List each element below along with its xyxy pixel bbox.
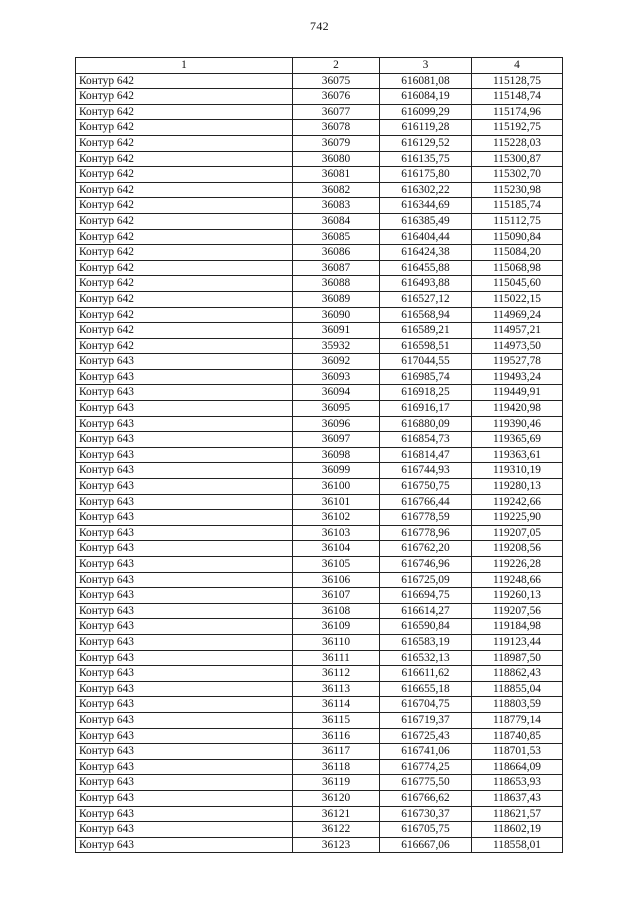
contour-name-cell: Контур 642	[76, 338, 293, 354]
contour-name-cell: Контур 642	[76, 323, 293, 339]
x-coordinate-cell: 616694,75	[380, 588, 472, 604]
contour-name-cell: Контур 642	[76, 260, 293, 276]
contour-name-cell: Контур 642	[76, 213, 293, 229]
x-coordinate-cell: 616880,09	[380, 416, 472, 432]
table-row	[76, 432, 563, 448]
contour-name-cell: Контур 643	[76, 759, 293, 775]
x-coordinate-cell: 616175,80	[380, 167, 472, 183]
point-number-cell: 36114	[293, 697, 380, 713]
x-coordinate-cell: 616119,28	[380, 120, 472, 136]
point-number-cell: 36096	[293, 416, 380, 432]
y-coordinate-cell: 115174,96	[472, 104, 563, 120]
y-coordinate-cell: 119390,46	[472, 416, 563, 432]
x-coordinate-cell: 616404,44	[380, 229, 472, 245]
x-coordinate-cell: 616774,25	[380, 759, 472, 775]
table-row	[76, 323, 563, 339]
table-row	[76, 276, 563, 292]
table-row	[76, 338, 563, 354]
x-coordinate-cell: 616719,37	[380, 712, 472, 728]
x-coordinate-cell: 616455,88	[380, 260, 472, 276]
x-coordinate-cell: 616730,37	[380, 806, 472, 822]
y-coordinate-cell: 118621,57	[472, 806, 563, 822]
y-coordinate-cell: 114973,50	[472, 338, 563, 354]
table-row	[76, 198, 563, 214]
table-row	[76, 728, 563, 744]
table-row	[76, 619, 563, 635]
contour-name-cell: Контур 643	[76, 494, 293, 510]
y-coordinate-cell: 115192,75	[472, 120, 563, 136]
x-coordinate-cell: 616750,75	[380, 479, 472, 495]
contour-name-cell: Контур 643	[76, 369, 293, 385]
y-coordinate-cell: 119420,98	[472, 401, 563, 417]
coordinates-table	[75, 57, 563, 853]
contour-name-cell: Контур 643	[76, 619, 293, 635]
x-coordinate-cell: 616099,29	[380, 104, 472, 120]
table-row	[76, 806, 563, 822]
point-number-cell: 36123	[293, 837, 380, 853]
y-coordinate-cell: 115148,74	[472, 89, 563, 105]
point-number-cell: 36100	[293, 479, 380, 495]
point-number-cell: 36112	[293, 666, 380, 682]
contour-name-cell: Контур 643	[76, 479, 293, 495]
table-row	[76, 697, 563, 713]
point-number-cell: 36117	[293, 744, 380, 760]
y-coordinate-cell: 115045,60	[472, 276, 563, 292]
y-coordinate-cell: 119225,90	[472, 510, 563, 526]
y-coordinate-cell: 115300,87	[472, 151, 563, 167]
point-number-cell: 36098	[293, 447, 380, 463]
contour-name-cell: Контур 643	[76, 790, 293, 806]
y-coordinate-cell: 115185,74	[472, 198, 563, 214]
contour-name-cell: Контур 643	[76, 650, 293, 666]
point-number-cell: 36082	[293, 182, 380, 198]
table-row	[76, 759, 563, 775]
x-coordinate-cell: 616918,25	[380, 385, 472, 401]
y-coordinate-cell: 118701,53	[472, 744, 563, 760]
y-coordinate-cell: 118855,04	[472, 681, 563, 697]
x-coordinate-cell: 616424,38	[380, 245, 472, 261]
contour-name-cell: Контур 643	[76, 463, 293, 479]
contour-name-cell: Контур 643	[76, 806, 293, 822]
x-coordinate-cell: 616655,18	[380, 681, 472, 697]
contour-name-cell: Контур 642	[76, 276, 293, 292]
x-coordinate-cell: 616583,19	[380, 634, 472, 650]
x-coordinate-cell: 616081,08	[380, 73, 472, 89]
point-number-cell: 36090	[293, 307, 380, 323]
contour-name-cell: Контур 643	[76, 354, 293, 370]
x-coordinate-cell: 616614,27	[380, 603, 472, 619]
y-coordinate-cell: 119226,28	[472, 557, 563, 573]
y-coordinate-cell: 119280,13	[472, 479, 563, 495]
y-coordinate-cell: 119310,19	[472, 463, 563, 479]
table-row	[76, 135, 563, 151]
point-number-cell: 36095	[293, 401, 380, 417]
contour-name-cell: Контур 642	[76, 104, 293, 120]
table-row	[76, 510, 563, 526]
point-number-cell: 36079	[293, 135, 380, 151]
x-coordinate-cell: 616385,49	[380, 213, 472, 229]
y-coordinate-cell: 119365,69	[472, 432, 563, 448]
table-row	[76, 151, 563, 167]
table-row	[76, 603, 563, 619]
x-coordinate-cell: 616129,52	[380, 135, 472, 151]
table-row	[76, 354, 563, 370]
x-coordinate-cell: 616741,06	[380, 744, 472, 760]
x-coordinate-cell: 616344,69	[380, 198, 472, 214]
point-number-cell: 36101	[293, 494, 380, 510]
contour-name-cell: Контур 642	[76, 73, 293, 89]
contour-name-cell: Контур 643	[76, 447, 293, 463]
table-row	[76, 307, 563, 323]
table-row	[76, 494, 563, 510]
contour-name-cell: Контур 642	[76, 229, 293, 245]
contour-name-cell: Контур 643	[76, 728, 293, 744]
contour-name-cell: Контур 642	[76, 135, 293, 151]
table-row	[76, 89, 563, 105]
point-number-cell: 36091	[293, 323, 380, 339]
point-number-cell: 36078	[293, 120, 380, 136]
y-coordinate-cell: 119248,66	[472, 572, 563, 588]
contour-name-cell: Контур 643	[76, 666, 293, 682]
y-coordinate-cell: 115112,75	[472, 213, 563, 229]
x-coordinate-cell: 616135,75	[380, 151, 472, 167]
contour-name-cell: Контур 643	[76, 603, 293, 619]
y-coordinate-cell: 119363,61	[472, 447, 563, 463]
table-row	[76, 837, 563, 853]
contour-name-cell: Контур 643	[76, 525, 293, 541]
point-number-cell: 36084	[293, 213, 380, 229]
contour-name-cell: Контур 642	[76, 198, 293, 214]
x-coordinate-cell: 616725,09	[380, 572, 472, 588]
contour-name-cell: Контур 643	[76, 385, 293, 401]
contour-name-cell: Контур 643	[76, 541, 293, 557]
table-row	[76, 447, 563, 463]
x-coordinate-cell: 616590,84	[380, 619, 472, 635]
point-number-cell: 36076	[293, 89, 380, 105]
table-row	[76, 385, 563, 401]
y-coordinate-cell: 118637,43	[472, 790, 563, 806]
y-coordinate-cell: 119184,98	[472, 619, 563, 635]
y-coordinate-cell: 115228,03	[472, 135, 563, 151]
y-coordinate-cell: 119207,05	[472, 525, 563, 541]
x-coordinate-cell: 616493,88	[380, 276, 472, 292]
point-number-cell: 36111	[293, 650, 380, 666]
point-number-cell: 36086	[293, 245, 380, 261]
y-coordinate-cell: 119260,13	[472, 588, 563, 604]
y-coordinate-cell: 118740,85	[472, 728, 563, 744]
x-coordinate-cell: 616084,19	[380, 89, 472, 105]
point-number-cell: 36118	[293, 759, 380, 775]
table-row	[76, 712, 563, 728]
table-row	[76, 525, 563, 541]
table-row	[76, 650, 563, 666]
contour-name-cell: Контур 643	[76, 744, 293, 760]
x-coordinate-cell: 616766,44	[380, 494, 472, 510]
y-coordinate-cell: 118664,09	[472, 759, 563, 775]
point-number-cell: 36087	[293, 260, 380, 276]
point-number-cell: 36085	[293, 229, 380, 245]
y-coordinate-cell: 118987,50	[472, 650, 563, 666]
x-coordinate-cell: 616598,51	[380, 338, 472, 354]
contour-name-cell: Контур 643	[76, 775, 293, 791]
point-number-cell: 36115	[293, 712, 380, 728]
point-number-cell: 36105	[293, 557, 380, 573]
table-row	[76, 120, 563, 136]
y-coordinate-cell: 115230,98	[472, 182, 563, 198]
table-row	[76, 291, 563, 307]
x-coordinate-cell: 616744,93	[380, 463, 472, 479]
column-header-4: 4	[472, 58, 563, 74]
point-number-cell: 36110	[293, 634, 380, 650]
y-coordinate-cell: 119242,66	[472, 494, 563, 510]
point-number-cell: 36121	[293, 806, 380, 822]
point-number-cell: 36122	[293, 822, 380, 838]
table-row	[76, 213, 563, 229]
table-row	[76, 634, 563, 650]
y-coordinate-cell: 118862,43	[472, 666, 563, 682]
point-number-cell: 36092	[293, 354, 380, 370]
contour-name-cell: Контур 642	[76, 151, 293, 167]
contour-name-cell: Контур 643	[76, 510, 293, 526]
contour-name-cell: Контур 642	[76, 89, 293, 105]
x-coordinate-cell: 616985,74	[380, 369, 472, 385]
y-coordinate-cell: 118779,14	[472, 712, 563, 728]
table-row	[76, 790, 563, 806]
x-coordinate-cell: 616302,22	[380, 182, 472, 198]
x-coordinate-cell: 616667,06	[380, 837, 472, 853]
y-coordinate-cell: 119123,44	[472, 634, 563, 650]
y-coordinate-cell: 114957,21	[472, 323, 563, 339]
y-coordinate-cell: 114969,24	[472, 307, 563, 323]
table-row	[76, 588, 563, 604]
x-coordinate-cell: 616778,59	[380, 510, 472, 526]
point-number-cell: 36080	[293, 151, 380, 167]
table-row	[76, 463, 563, 479]
column-header-1: 1	[76, 58, 293, 74]
contour-name-cell: Контур 643	[76, 432, 293, 448]
table-row	[76, 666, 563, 682]
table-body	[76, 73, 563, 853]
y-coordinate-cell: 115084,20	[472, 245, 563, 261]
point-number-cell: 36083	[293, 198, 380, 214]
point-number-cell: 36081	[293, 167, 380, 183]
x-coordinate-cell: 616854,73	[380, 432, 472, 448]
y-coordinate-cell: 115302,70	[472, 167, 563, 183]
point-number-cell: 36116	[293, 728, 380, 744]
table-row	[76, 822, 563, 838]
y-coordinate-cell: 118653,93	[472, 775, 563, 791]
point-number-cell: 36077	[293, 104, 380, 120]
table-row	[76, 369, 563, 385]
table-row	[76, 416, 563, 432]
page-number: 742	[310, 19, 329, 33]
table-row	[76, 775, 563, 791]
y-coordinate-cell: 119207,56	[472, 603, 563, 619]
point-number-cell: 36108	[293, 603, 380, 619]
contour-name-cell: Контур 642	[76, 307, 293, 323]
column-header-3: 3	[380, 58, 472, 74]
x-coordinate-cell: 616568,94	[380, 307, 472, 323]
x-coordinate-cell: 616916,17	[380, 401, 472, 417]
contour-name-cell: Контур 642	[76, 120, 293, 136]
table-row	[76, 104, 563, 120]
table-header-row	[76, 58, 563, 74]
x-coordinate-cell: 617044,55	[380, 354, 472, 370]
point-number-cell: 36107	[293, 588, 380, 604]
y-coordinate-cell: 115068,98	[472, 260, 563, 276]
x-coordinate-cell: 616746,96	[380, 557, 472, 573]
x-coordinate-cell: 616814,47	[380, 447, 472, 463]
table-row	[76, 260, 563, 276]
table-row	[76, 73, 563, 89]
contour-name-cell: Контур 643	[76, 572, 293, 588]
x-coordinate-cell: 616705,75	[380, 822, 472, 838]
table-row	[76, 182, 563, 198]
y-coordinate-cell: 118602,19	[472, 822, 563, 838]
contour-name-cell: Контур 643	[76, 557, 293, 573]
y-coordinate-cell: 118803,59	[472, 697, 563, 713]
contour-name-cell: Контур 642	[76, 245, 293, 261]
point-number-cell: 36119	[293, 775, 380, 791]
y-coordinate-cell: 119493,24	[472, 369, 563, 385]
table-row	[76, 167, 563, 183]
contour-name-cell: Контур 642	[76, 182, 293, 198]
contour-name-cell: Контур 643	[76, 401, 293, 417]
table-row	[76, 401, 563, 417]
y-coordinate-cell: 115128,75	[472, 73, 563, 89]
y-coordinate-cell: 118558,01	[472, 837, 563, 853]
contour-name-cell: Контур 643	[76, 634, 293, 650]
point-number-cell: 36109	[293, 619, 380, 635]
y-coordinate-cell: 119449,91	[472, 385, 563, 401]
contour-name-cell: Контур 643	[76, 697, 293, 713]
point-number-cell: 36089	[293, 291, 380, 307]
x-coordinate-cell: 616775,50	[380, 775, 472, 791]
point-number-cell: 36106	[293, 572, 380, 588]
point-number-cell: 36088	[293, 276, 380, 292]
y-coordinate-cell: 115090,84	[472, 229, 563, 245]
y-coordinate-cell: 115022,15	[472, 291, 563, 307]
point-number-cell: 35932	[293, 338, 380, 354]
table-row	[76, 681, 563, 697]
table-row	[76, 229, 563, 245]
point-number-cell: 36120	[293, 790, 380, 806]
contour-name-cell: Контур 643	[76, 712, 293, 728]
point-number-cell: 36093	[293, 369, 380, 385]
point-number-cell: 36104	[293, 541, 380, 557]
table-row	[76, 479, 563, 495]
column-header-2: 2	[293, 58, 380, 74]
table-row	[76, 572, 563, 588]
y-coordinate-cell: 119208,56	[472, 541, 563, 557]
contour-name-cell: Контур 643	[76, 588, 293, 604]
table-row	[76, 557, 563, 573]
x-coordinate-cell: 616766,62	[380, 790, 472, 806]
point-number-cell: 36103	[293, 525, 380, 541]
x-coordinate-cell: 616589,21	[380, 323, 472, 339]
point-number-cell: 36102	[293, 510, 380, 526]
contour-name-cell: Контур 643	[76, 837, 293, 853]
point-number-cell: 36099	[293, 463, 380, 479]
contour-name-cell: Контур 642	[76, 167, 293, 183]
x-coordinate-cell: 616762,20	[380, 541, 472, 557]
point-number-cell: 36113	[293, 681, 380, 697]
table-row	[76, 744, 563, 760]
x-coordinate-cell: 616611,62	[380, 666, 472, 682]
x-coordinate-cell: 616527,12	[380, 291, 472, 307]
x-coordinate-cell: 616532,13	[380, 650, 472, 666]
contour-name-cell: Контур 643	[76, 681, 293, 697]
table-row	[76, 245, 563, 261]
y-coordinate-cell: 119527,78	[472, 354, 563, 370]
x-coordinate-cell: 616704,75	[380, 697, 472, 713]
x-coordinate-cell: 616778,96	[380, 525, 472, 541]
contour-name-cell: Контур 642	[76, 291, 293, 307]
contour-name-cell: Контур 643	[76, 416, 293, 432]
point-number-cell: 36094	[293, 385, 380, 401]
table-row	[76, 541, 563, 557]
point-number-cell: 36097	[293, 432, 380, 448]
point-number-cell: 36075	[293, 73, 380, 89]
contour-name-cell: Контур 643	[76, 822, 293, 838]
x-coordinate-cell: 616725,43	[380, 728, 472, 744]
